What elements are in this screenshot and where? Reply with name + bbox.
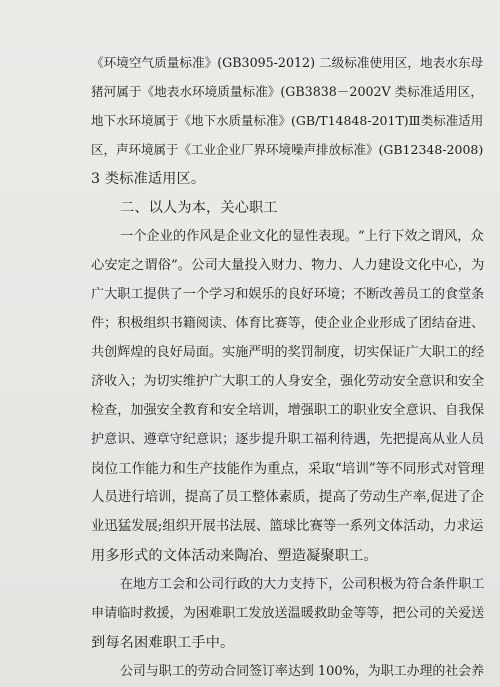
paragraph-1-line-2: 猪河属于《地表水环境质量标准》(GB3838－2002V 类标准适用区， [91,84,484,99]
paragraph-4-line-1: 公司与职工的劳动合同签订率达到 100%，为职工办理的社会养 [120,664,485,679]
paragraph-3-line-3: 到每名困难职工手中。 [91,635,235,651]
paragraph-1-line-4: 区，声环境属于《工业企业厂界环境噪声排放标准》(GB12348-2008) [91,142,484,157]
paragraph-2-line-3: 广大职工提供了一个学习和娱乐的良好环境；不断改善员工的食堂条 [91,287,485,302]
paragraph-2-line-1: 一个企业的作风是企业文化的显性表现。“上行下效之谓风，众 [120,229,484,244]
paragraph-2-line-5: 共创辉煌的良好局面。实施严明的奖罚制度，切实保证广大职工的经 [91,345,485,360]
paragraph-2-line-7: 检查，加强安全教育和安全培训，增强职工的职业安全意识、自我保 [91,403,485,418]
paragraph-2-line-10: 人员进行培训，提高了员工整体素质，提高了劳动生产率,促进了企 [91,490,485,505]
paragraph-2-line-12: 用多形式的文体活动来陶冶、塑造凝聚职工。 [91,548,378,564]
paragraph-2-line-8: 护意识、遵章守纪意识；逐步提升职工福利待遇，先把提高从业人员 [91,432,485,447]
paragraph-2-line-11: 业迅猛发展;组织开展书法展、篮球比赛等一系列文体活动，力求运 [91,519,484,534]
paragraph-1-line-3: 地下水环境属于《地下水质量标准》(GB/T14848-201T)Ⅲ类标准适用 [91,113,484,128]
paragraph-1-line-5: 3 类标准适用区。 [91,171,206,187]
paragraph-2-line-6: 济收入；为切实维护广大职工的人身安全，强化劳动安全意识和安全 [91,374,485,389]
paragraph-2-line-2: 心安定之谓俗”。公司大量投入财力、物力、人力建设文化中心，为 [91,258,485,273]
paragraph-3-line-2: 申请临时救援，为困难职工发放送温暖救助金等等，把公司的关爱送 [91,606,485,621]
paragraph-2-line-4: 件；积极组织书籍阅读、体育比赛等，使企业企业形成了团结奋进、 [91,316,485,331]
paragraph-1-line-1: 《环境空气质量标准》(GB3095-2012) 二级标准使用区，地表水东母 [91,55,484,70]
paragraph-2-line-9: 岗位工作能力和生产技能作为重点，采取“培训”等不同形式对管理 [91,461,485,477]
section-heading: 二、以人为本，关心职工 [120,200,278,216]
paragraph-3-line-1: 在地方工会和公司行政的大力支持下，公司积极为符合条件职工 [120,577,485,592]
